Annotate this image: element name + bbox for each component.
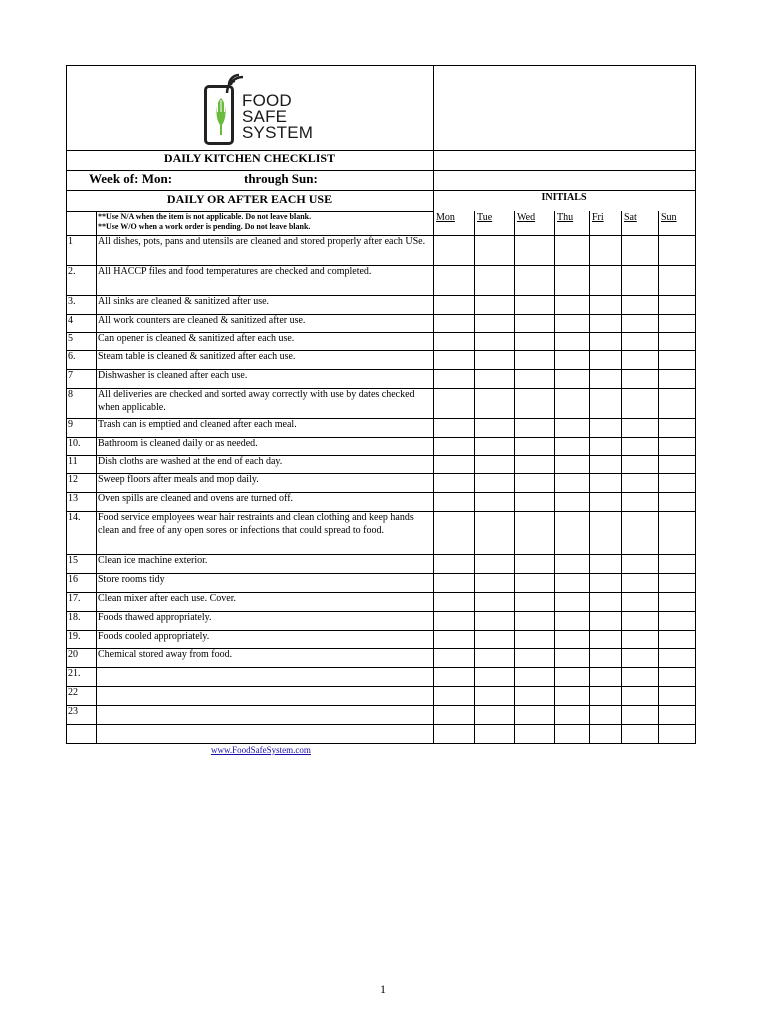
checklist-item-text: Can opener is cleaned & sanitized after each use. [98,333,295,344]
brand-line: SYSTEM [242,123,314,142]
checklist-item-text: Bathroom is cleaned daily or as needed. [98,438,258,449]
initials-cell[interactable] [659,668,695,686]
website-link[interactable]: www.FoodSafeSystem.com [211,745,311,755]
table-rule [695,65,696,744]
initials-cell[interactable] [659,438,695,455]
checklist-item-text: Dish cloths are washed at the end of each day. [98,456,283,467]
initials-cell[interactable] [622,725,658,743]
initials-cell[interactable] [555,574,589,592]
initials-cell[interactable] [622,315,658,332]
initials-cell[interactable] [475,555,514,573]
initials-cell[interactable] [590,419,621,437]
initials-cell[interactable] [555,687,589,705]
week-of-label: Week of: Mon: [89,171,173,186]
initials-cell[interactable] [515,419,554,437]
initials-cell[interactable] [590,631,621,648]
row-number: 16 [68,574,78,585]
day-header-mon: Mon [436,212,455,223]
initials-cell[interactable] [622,389,658,418]
initials-cell[interactable] [434,631,474,648]
initials-cell[interactable] [590,612,621,630]
initials-cell[interactable] [515,296,554,314]
initials-cell[interactable] [515,236,554,265]
day-header-thu: Thu [557,212,574,223]
initials-cell[interactable] [555,456,589,473]
row-number: 4 [68,315,73,326]
initials-cell[interactable] [555,706,589,724]
initials-cell[interactable] [590,687,621,705]
initials-cell[interactable] [434,493,474,511]
initials-cell[interactable] [659,649,695,667]
initials-cell[interactable] [515,456,554,473]
checklist-item-text: Clean mixer after each use. Cover. [98,593,236,604]
row-number: 12 [68,474,78,485]
checklist-item-text: All deliveries are checked and sorted away correctly with use by dates checked when applicable. [98,389,415,413]
initials-cell[interactable] [515,438,554,455]
initials-cell[interactable] [555,419,589,437]
initials-cell[interactable] [434,512,474,554]
initials-cell[interactable] [659,555,695,573]
initials-cell[interactable] [590,706,621,724]
initials-cell[interactable] [659,725,695,743]
brand-name [242,93,313,141]
initials-cell[interactable] [555,474,589,492]
checklist-item-text: Dishwasher is cleaned after each use. [98,370,248,381]
initials-cell[interactable] [515,668,554,686]
initials-cell[interactable] [659,296,695,314]
row-number: 21. [68,668,81,679]
initials-cell[interactable] [434,296,474,314]
initials-cell[interactable] [515,555,554,573]
initials-cell[interactable] [475,266,514,295]
initials-cell[interactable] [622,438,658,455]
initials-cell[interactable] [555,593,589,611]
initials-cell[interactable] [434,687,474,705]
table-rule [66,743,696,744]
checklist-item-text: All work counters are cleaned & sanitized after use. [98,315,306,326]
initials-cell[interactable] [659,474,695,492]
day-header-fri: Fri [592,212,604,223]
initials-cell[interactable] [659,574,695,592]
initials-cell[interactable] [555,296,589,314]
initials-cell[interactable] [659,389,695,418]
row-number: 8 [68,389,73,400]
initials-cell[interactable] [622,512,658,554]
usage-note: **Use N/A when the item is not applicable. Do not leave blank. [98,212,312,221]
table-rule [96,211,97,744]
initials-cell[interactable] [434,612,474,630]
initials-cell[interactable] [475,574,514,592]
initials-cell[interactable] [590,296,621,314]
initials-cell[interactable] [659,687,695,705]
initials-cell[interactable] [590,315,621,332]
initials-cell[interactable] [590,438,621,455]
initials-cell[interactable] [622,687,658,705]
initials-cell[interactable] [622,266,658,295]
row-number: 5 [68,333,73,344]
checklist-item-text: Store rooms tidy [98,574,165,585]
initials-cell[interactable] [590,236,621,265]
checklist-item-text: Foods thawed appropriately. [98,612,212,623]
initials-cell[interactable] [515,389,554,418]
initials-cell[interactable] [515,631,554,648]
initials-cell[interactable] [515,315,554,332]
initials-cell[interactable] [622,493,658,511]
initials-cell[interactable] [475,593,514,611]
checklist-item-text: Sweep floors after meals and mop daily. [98,474,259,485]
initials-cell[interactable] [475,725,514,743]
initials-cell[interactable] [555,315,589,332]
row-number: 13 [68,493,78,504]
checklist-item-text: Steam table is cleaned & sanitized after each use. [98,351,296,362]
initials-cell[interactable] [515,612,554,630]
checklist-item-text: Trash can is emptied and cleaned after each meal. [98,419,297,430]
initials-cell[interactable] [434,474,474,492]
initials-cell[interactable] [434,419,474,437]
initials-cell[interactable] [659,493,695,511]
initials-cell[interactable] [434,389,474,418]
initials-cell[interactable] [622,649,658,667]
initials-cell[interactable] [515,706,554,724]
checklist-item-text: All sinks are cleaned & sanitized after use. [98,296,270,307]
initials-cell[interactable] [515,333,554,350]
checklist-item-text: All dishes, pots, pans and utensils are cleaned and stored properly after each USe. [98,236,426,247]
initials-cell[interactable] [475,236,514,265]
day-header-tue: Tue [477,212,493,223]
row-number: 18. [68,612,81,623]
row-number: 15 [68,555,78,566]
initials-cell[interactable] [590,474,621,492]
initials-cell[interactable] [590,493,621,511]
initials-cell[interactable] [590,668,621,686]
initials-cell[interactable] [555,555,589,573]
table-rule [66,65,696,66]
initials-cell[interactable] [434,370,474,388]
initials-cell[interactable] [515,351,554,369]
initials-cell[interactable] [590,456,621,473]
initials-cell[interactable] [515,266,554,295]
initials-cell[interactable] [659,370,695,388]
initials-cell[interactable] [555,668,589,686]
initials-cell[interactable] [475,493,514,511]
checklist-item-text: Oven spills are cleaned and ovens are turned off. [98,493,294,504]
initials-cell[interactable] [555,333,589,350]
row-number: 22 [68,687,78,698]
checklist-title: DAILY KITCHEN CHECKLIST [163,151,336,165]
initials-cell[interactable] [555,612,589,630]
initials-cell[interactable] [622,296,658,314]
initials-cell[interactable] [555,236,589,265]
initials-cell[interactable] [659,236,695,265]
initials-cell[interactable] [515,725,554,743]
initials-cell[interactable] [622,351,658,369]
row-number: 9 [68,419,73,430]
usage-note: **Use W/O when a work order is pending. Do not leave blank. [98,222,311,231]
initials-cell[interactable] [434,266,474,295]
initials-cell[interactable] [515,474,554,492]
initials-cell[interactable] [475,649,514,667]
initials-cell[interactable] [622,612,658,630]
initials-cell[interactable] [622,474,658,492]
initials-cell[interactable] [590,370,621,388]
checklist-item-text: Clean ice machine exterior. [98,555,208,566]
initials-cell[interactable] [434,555,474,573]
initials-cell[interactable] [434,668,474,686]
initials-cell[interactable] [475,456,514,473]
checklist-item-text: Chemical stored away from food. [98,649,233,660]
initials-cell[interactable] [475,333,514,350]
initials-cell[interactable] [622,419,658,437]
initials-cell[interactable] [515,593,554,611]
checklist-item-text: All HACCP files and food temperatures are checked and completed. [98,266,372,277]
row-number: 23 [68,706,78,717]
initials-cell[interactable] [475,668,514,686]
initials-cell[interactable] [475,419,514,437]
initials-cell[interactable] [555,493,589,511]
initials-cell[interactable] [515,649,554,667]
initials-cell[interactable] [590,593,621,611]
initials-cell[interactable] [475,474,514,492]
initials-cell[interactable] [434,438,474,455]
initials-cell[interactable] [515,687,554,705]
initials-cell[interactable] [434,593,474,611]
initials-cell[interactable] [622,574,658,592]
row-number: 3. [68,296,76,307]
initials-cell[interactable] [475,512,514,554]
initials-cell[interactable] [590,555,621,573]
day-header-sun: Sun [661,212,677,223]
day-header-wed: Wed [517,212,536,223]
initials-cell[interactable] [659,593,695,611]
initials-cell[interactable] [659,315,695,332]
row-number: 20 [68,649,78,660]
checklist-item-text: Food service employees wear hair restraints and clean clothing and keep hands clean and free of any open sores or infections that could spread to food. [98,512,414,536]
initials-cell[interactable] [555,351,589,369]
initials-cell[interactable] [475,687,514,705]
initials-cell[interactable] [622,236,658,265]
initials-cell[interactable] [659,631,695,648]
initials-cell[interactable] [555,631,589,648]
initials-cell[interactable] [475,351,514,369]
initials-cell[interactable] [590,725,621,743]
initials-cell[interactable] [622,555,658,573]
initials-cell[interactable] [475,315,514,332]
checklist-table [66,65,695,743]
initials-cell[interactable] [434,333,474,350]
initials-cell[interactable] [622,593,658,611]
initials-cell[interactable] [590,574,621,592]
initials-cell[interactable] [434,315,474,332]
initials-cell[interactable] [515,574,554,592]
initials-cell[interactable] [475,389,514,418]
row-number: 2. [68,266,76,277]
initials-cell[interactable] [622,631,658,648]
fork-leaf-icon [213,96,228,136]
initials-cell[interactable] [434,706,474,724]
initials-cell[interactable] [659,612,695,630]
initials-cell[interactable] [555,266,589,295]
initials-cell[interactable] [622,706,658,724]
table-rule [66,65,67,744]
initials-cell[interactable] [622,668,658,686]
initials-cell[interactable] [590,512,621,554]
initials-cell[interactable] [434,725,474,743]
row-number: 6. [68,351,76,362]
initials-cell[interactable] [659,512,695,554]
initials-cell[interactable] [590,649,621,667]
initials-cell[interactable] [659,351,695,369]
food-safe-system-logo [204,71,328,149]
brand-line: FOOD [242,91,292,110]
initials-cell[interactable] [590,351,621,369]
initials-label: INITIALS [541,192,587,203]
initials-cell[interactable] [555,370,589,388]
brand-line: SAFE [242,107,288,126]
initials-cell[interactable] [590,266,621,295]
row-number: 11 [68,456,78,467]
initials-cell[interactable] [622,370,658,388]
initials-cell[interactable] [622,456,658,473]
initials-cell[interactable] [475,612,514,630]
initials-cell[interactable] [475,706,514,724]
initials-cell[interactable] [515,370,554,388]
row-number: 7 [68,370,73,381]
row-number: 19. [68,631,81,642]
initials-cell[interactable] [475,370,514,388]
initials-cell[interactable] [475,631,514,648]
row-number: 1 [68,236,73,247]
initials-cell[interactable] [659,456,695,473]
row-number: 14. [68,512,81,523]
day-header-sat: Sat [624,212,637,223]
initials-cell[interactable] [555,389,589,418]
initials-cell[interactable] [475,296,514,314]
row-number: 10. [68,438,81,449]
initials-cell[interactable] [434,574,474,592]
initials-cell[interactable] [590,333,621,350]
table-rule [66,190,696,191]
initials-cell[interactable] [434,236,474,265]
initials-cell[interactable] [622,333,658,350]
initials-cell[interactable] [555,512,589,554]
initials-cell[interactable] [555,438,589,455]
initials-cell[interactable] [434,456,474,473]
initials-cell[interactable] [555,725,589,743]
page-number: 1 [380,982,386,996]
row-number: 17. [68,593,81,604]
through-sun-label: through Sun: [244,171,318,186]
initials-cell[interactable] [555,649,589,667]
section-title: DAILY OR AFTER EACH USE [166,192,333,206]
checklist-item-text: Foods cooled appropriately. [98,631,210,642]
initials-cell[interactable] [659,266,695,295]
initials-cell[interactable] [515,493,554,511]
initials-cell[interactable] [475,438,514,455]
initials-cell[interactable] [434,351,474,369]
initials-cell[interactable] [659,419,695,437]
initials-cell[interactable] [434,649,474,667]
initials-cell[interactable] [659,333,695,350]
initials-cell[interactable] [659,706,695,724]
initials-cell[interactable] [590,389,621,418]
initials-cell[interactable] [515,512,554,554]
